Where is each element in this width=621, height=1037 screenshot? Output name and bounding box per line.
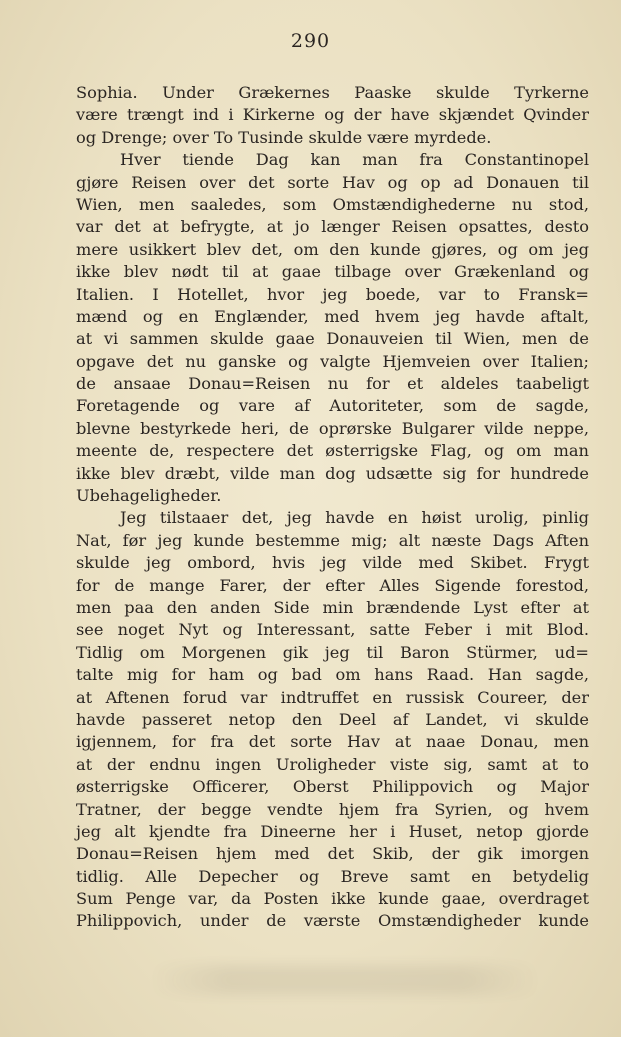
text-line: meente de, respectere det østerrigske Flag, og om man: [76, 441, 589, 461]
text-line: Hver tiende Dag kan man fra Constantinopel: [120, 150, 589, 170]
text-line: være trængt ind i Kirkerne og der have skjændet Qvinder: [76, 105, 589, 125]
text-line: igjennem, for fra det sorte Hav at naae Donau, men: [76, 732, 589, 752]
text-line: østerrigske Officerer, Oberst Philippovich og Major: [76, 777, 589, 797]
text-line: og Drenge; over To Tusinde skulde være myrdede.: [76, 127, 492, 147]
text-line: Italien. I Hotellet, hvor jeg boede, var to Fransk=: [76, 284, 589, 304]
body-text: [76, 82, 589, 933]
text-line: mere usikkert blev det, om den kunde gjøres, og om jeg: [76, 239, 589, 259]
text-line: Foretagende og vare af Autoriteter, som de sagde,: [76, 396, 589, 416]
text-line: Tidlig om Morgenen gik jeg til Baron Stürmer, ud=: [76, 642, 589, 662]
text-line: Tratner, der begge vendte hjem fra Syrien, og hvem: [76, 799, 589, 819]
text-line: jeg alt kjendte fra Dineerne her i Huset, netop gjorde: [76, 821, 589, 841]
text-line: Philippovich, under de værste Omstændigheder kunde: [76, 911, 589, 931]
text-line: skulde jeg ombord, hvis jeg vilde med Skibet. Frygt: [76, 553, 589, 573]
text-line: havde passeret netop den Deel af Landet, vi skulde: [76, 709, 589, 729]
text-line: Sophia. Under Grækernes Paaske skulde Tyrkerne: [76, 83, 589, 102]
text-line: var det at befrygte, at jo længer Reisen opsattes, desto: [76, 217, 589, 237]
text-line: ikke blev nødt til at gaae tilbage over Grækenland og: [76, 262, 589, 282]
text-line: mænd og en Englænder, med hvem jeg havde aftalt,: [76, 306, 589, 326]
text-line: opgave det nu ganske og valgte Hjemveien over Italien;: [76, 351, 589, 371]
text-line: Sum Penge var, da Posten ikke kunde gaae, overdraget: [76, 889, 589, 909]
text-line: tidlig. Alle Depecher og Breve samt en betydelig: [76, 866, 589, 886]
text-line: at vi sammen skulde gaae Donauveien til Wien, men de: [76, 329, 589, 349]
text-line: gjøre Reisen over det sorte Hav og op ad Donauen til: [76, 172, 589, 192]
text-line: Nat, før jeg kunde bestemme mig; alt næste Dags Aften: [76, 530, 589, 550]
text-line: Ubehageligheder.: [76, 486, 222, 506]
page-number: 290: [290, 30, 331, 52]
text-line: blevne bestyrkede heri, de oprørske Bulgarer vilde neppe,: [76, 418, 589, 438]
text-line: ikke blev dræbt, vilde man dog udsætte sig for hundrede: [76, 463, 589, 483]
ink-bleed-through: [150, 965, 540, 995]
text-line: Wien, men saaledes, som Omstændighederne nu stod,: [76, 194, 589, 214]
text-line: talte mig for ham og bad om hans Raad. Han sagde,: [76, 665, 589, 685]
text-line: for de mange Farer, der efter Alles Sigende forestod,: [76, 575, 589, 595]
text-line: de ansaae Donau=Reisen nu for et aldeles taabeligt: [76, 374, 589, 394]
text-line: at Aftenen forud var indtruffet en russisk Coureer, der: [76, 687, 589, 707]
text-line: Donau=Reisen hjem med det Skib, der gik imorgen: [76, 844, 589, 864]
text-line: see noget Nyt og Interessant, satte Feber i mit Blod.: [76, 620, 589, 640]
text-line: Jeg tilstaaer det, jeg havde en høist urolig, pinlig: [120, 508, 589, 528]
text-line: at der endnu ingen Uroligheder viste sig, samt at to: [76, 754, 589, 774]
text-line: men paa den anden Side min brændende Lyst efter at: [76, 597, 589, 617]
